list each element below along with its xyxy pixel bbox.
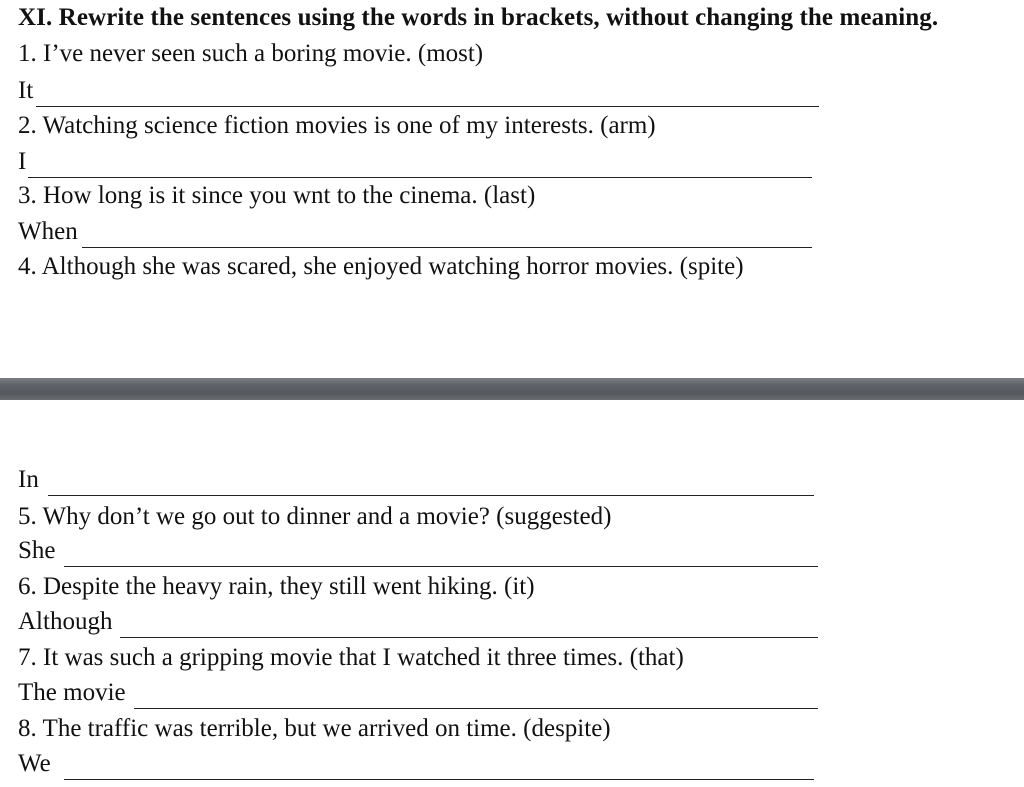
- answer-blank-5[interactable]: [64, 566, 818, 567]
- answer-blank-3[interactable]: [82, 247, 812, 248]
- answer-stem-4: In: [18, 466, 39, 493]
- answer-blank-6[interactable]: [120, 637, 818, 638]
- question-3: 3. How long is it since you wnt to the cinema. (last): [18, 182, 536, 209]
- question-5: 5. Why don’t we go out to dinner and a movie? (suggested): [18, 503, 612, 530]
- answer-blank-7[interactable]: [134, 708, 818, 709]
- answer-blank-4[interactable]: [48, 495, 814, 496]
- question-7: 7. It was such a gripping movie that I watched it three times. (that): [18, 644, 684, 671]
- answer-stem-5: She: [18, 537, 56, 564]
- answer-stem-1: It: [18, 77, 34, 104]
- question-4: 4. Although she was scared, she enjoyed watching horror movies. (spite): [18, 253, 744, 280]
- answer-stem-6: Although: [18, 608, 113, 635]
- document-page-top: [0, 0, 1024, 378]
- answer-stem-3: When: [18, 218, 78, 245]
- question-2: 2. Watching science fiction movies is one of my interests. (arm): [18, 112, 656, 139]
- exercise-heading: XI. Rewrite the sentences using the words in brackets, without changing the meaning.: [18, 4, 939, 31]
- page-break-divider: [0, 378, 1024, 400]
- question-1: 1. I’ve never seen such a boring movie. (most): [18, 40, 484, 67]
- question-6: 6. Despite the heavy rain, they still went hiking. (it): [18, 573, 535, 600]
- question-8: 8. The traffic was terrible, but we arrived on time. (despite): [18, 715, 611, 742]
- answer-stem-2: I: [18, 148, 27, 175]
- answer-blank-2[interactable]: [28, 177, 812, 178]
- answer-stem-7: The movie: [18, 679, 126, 706]
- document-page-bottom: [0, 400, 1024, 787]
- answer-blank-1[interactable]: [36, 106, 819, 107]
- answer-blank-8[interactable]: [64, 779, 814, 780]
- answer-stem-8: We: [18, 750, 51, 777]
